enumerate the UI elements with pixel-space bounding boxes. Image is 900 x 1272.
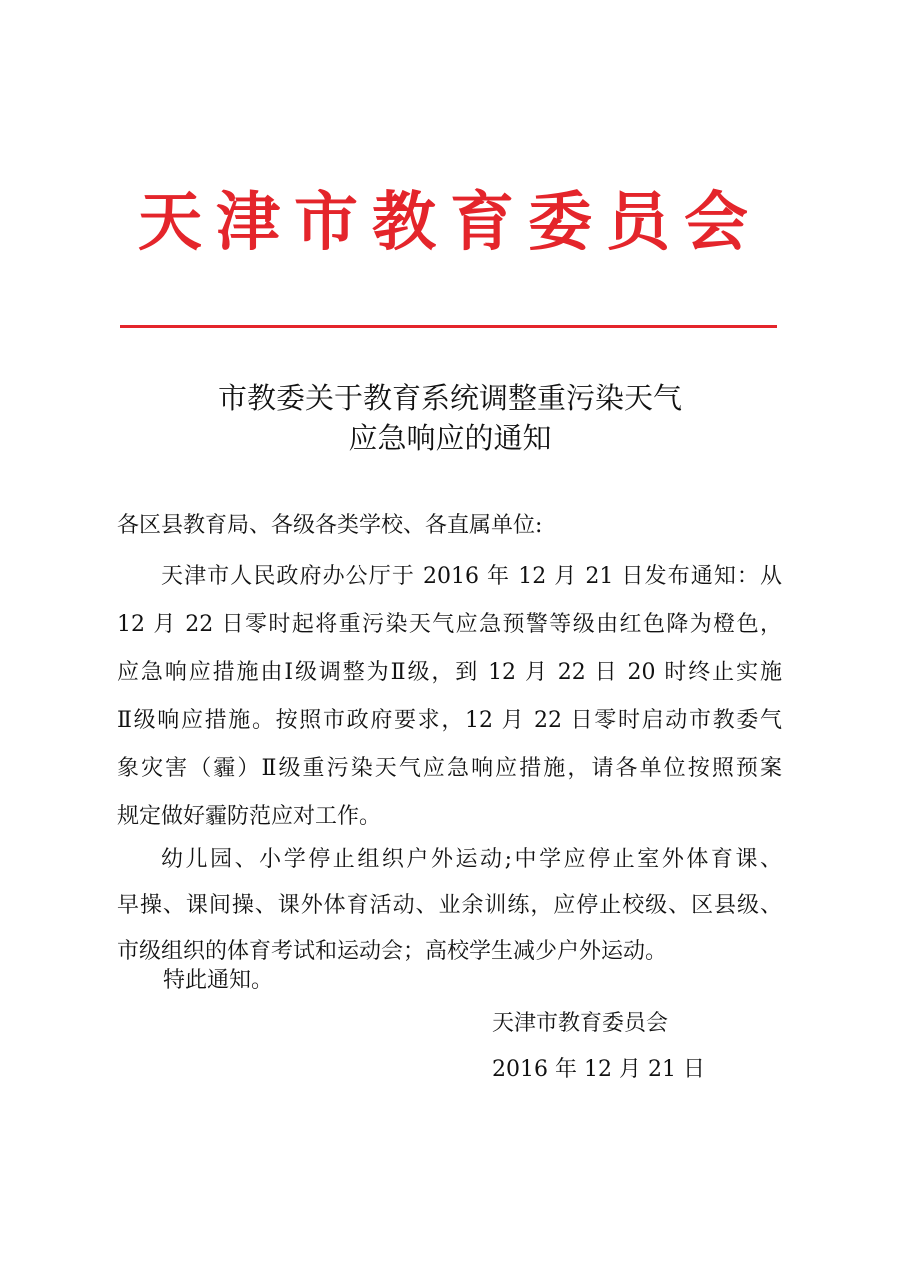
document-title: [120, 378, 780, 458]
paragraph-2-line: 市级组织的体育考试和运动会；高校学生减少户外运动。: [117, 939, 668, 964]
document-title-line-2: 应急响应的通知: [348, 421, 552, 455]
paragraph-1-line: 12 月 22 日零时起将重污染天气应急预警等级由红色降为橙色，: [117, 612, 782, 637]
paragraph-1-line: 规定做好霾防范应对工作。: [117, 804, 382, 829]
document-title-line-1: 市教委关于教育系统调整重污染天气: [217, 381, 682, 415]
paragraph-1-line: 象灾害（霾）Ⅱ级重污染天气应急响应措施，请各单位按照预案: [117, 756, 782, 781]
paragraph-1: [117, 553, 782, 841]
paragraph-1-line: 应急响应措施由Ⅰ级调整为Ⅱ级，到 12 月 22 日 20 时终止实施: [117, 660, 782, 685]
salutation: 各区县教育局、各级各类学校、各直属单位:: [117, 513, 543, 538]
issuing-organization-header: 天津市教育委员会: [138, 186, 762, 260]
paragraph-2-line: 幼儿园、小学停止组织户外运动;中学应停止室外体育课、: [161, 847, 782, 872]
signature-organization: 天津市教育委员会: [492, 1011, 669, 1036]
signature-date: 2016 年 12 月 21 日: [492, 1057, 705, 1082]
paragraph-1-line: 天津市人民政府办公厅于 2016 年 12 月 21 日发布通知：从: [161, 564, 782, 589]
paragraph-1-line: Ⅱ级响应措施。按照市政府要求，12 月 22 日零时启动市教委气: [117, 708, 782, 733]
paragraph-2-line: 早操、课间操、课外体育活动、业余训练，应停止校级、区县级、: [117, 893, 782, 918]
closing-remark: 特此通知。: [163, 968, 274, 993]
red-divider-line: [120, 325, 777, 328]
paragraph-2: [117, 837, 782, 975]
